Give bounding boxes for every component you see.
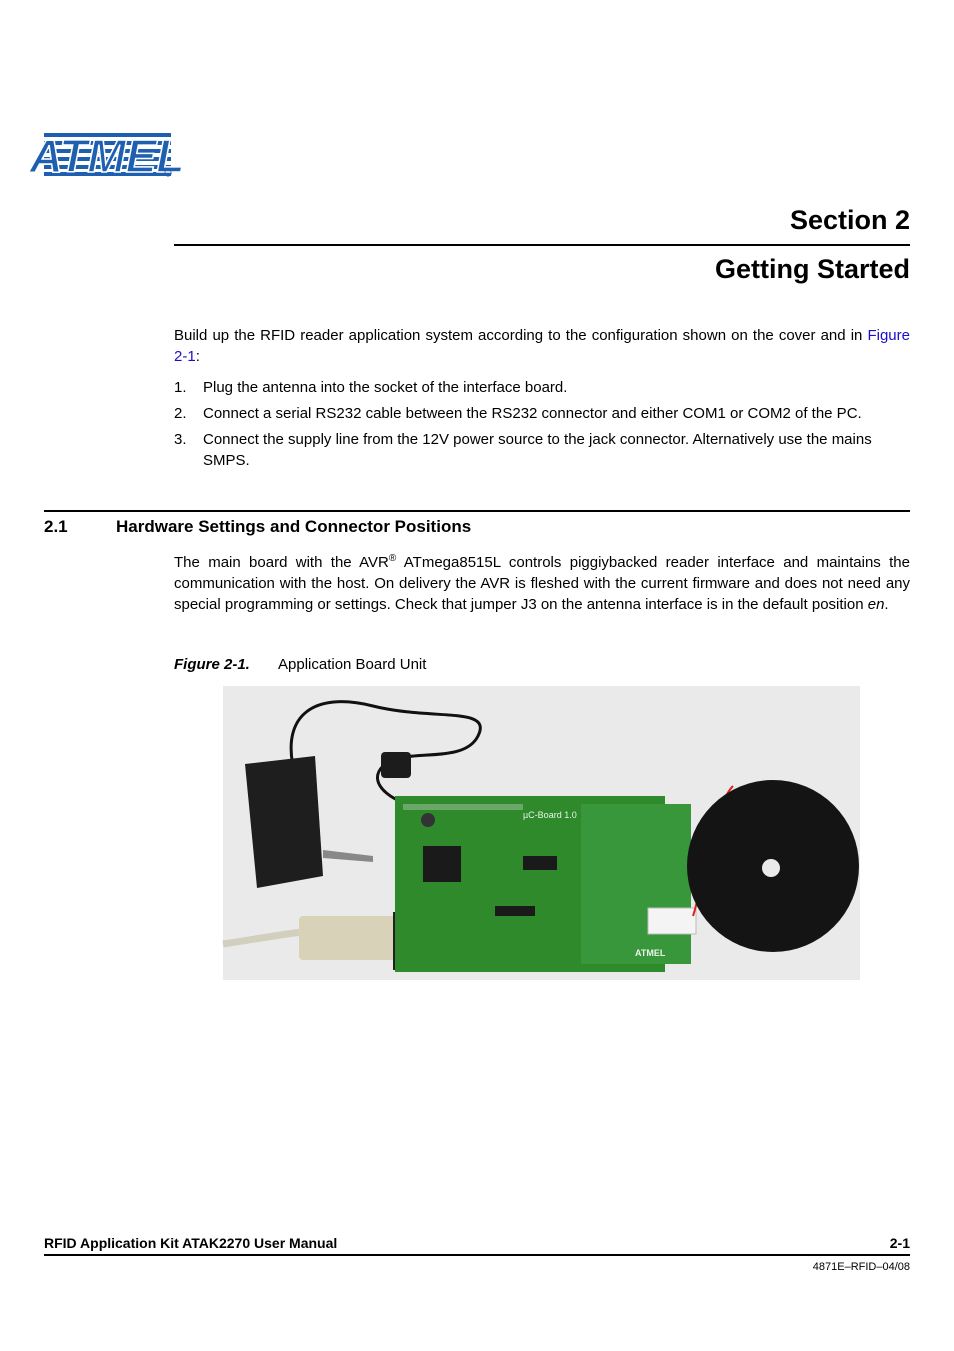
step-text: Connect the supply line from the 12V power source to the jack connector. Alternatively use the mains SMPS.: [203, 431, 872, 469]
microcontroller-chip: [423, 846, 461, 882]
body-text-cont: ATmega8515L controls piggiybacked reader interface and maintains the communication with the host. On delivery the AVR is fleshed with the current firmware and does not need any special programming or settings. Check that jumper J3 on the antenna interface is in the default position: [174, 554, 910, 613]
intro-text-end: :: [195, 348, 200, 365]
footer-rule: [44, 1254, 910, 1256]
figure-label: Figure 2-1.: [174, 656, 250, 673]
page-number: 2-1: [889, 1235, 910, 1251]
step-number: 2.: [174, 405, 187, 422]
application-board-photo: [223, 686, 860, 980]
db9-connector: [299, 916, 399, 960]
logo-text: ATMEL: [29, 130, 185, 182]
setup-steps-list: [174, 377, 910, 476]
capacitor: [421, 813, 435, 827]
subsection-rule: [44, 510, 910, 512]
ic-chip: [495, 906, 535, 916]
list-item: [174, 403, 910, 424]
ic-chip: [523, 856, 557, 870]
document-number: 4871E–RFID–04/08: [812, 1261, 910, 1273]
step-number: 3.: [174, 431, 187, 448]
section-title: Section 2: [789, 205, 910, 235]
subsection-number: 2.1: [44, 517, 68, 536]
italic-term: en: [867, 596, 885, 613]
body-text: The main board with the AVR: [174, 554, 389, 571]
ferrite-core: [381, 752, 411, 778]
intro-text: Build up the RFID reader application system according to the configuration shown on the cover and in: [174, 327, 868, 344]
atmel-logo: [29, 118, 185, 182]
interface-pcb: [581, 804, 691, 964]
list-item: [174, 377, 910, 398]
subsection-paragraph: [174, 552, 910, 615]
step-number: 1.: [174, 379, 187, 396]
antenna-connector: [648, 908, 696, 934]
body-text-end: .: [884, 596, 889, 613]
step-text: Connect a serial RS232 cable between the RS232 connector and either COM1 or COM2 of the PC.: [203, 405, 862, 422]
figure-caption: Application Board Unit: [278, 656, 427, 673]
intro-paragraph: [174, 325, 910, 367]
power-adapter: [245, 756, 323, 888]
header-rule: [174, 244, 910, 246]
board-brand: ATMEL: [635, 948, 666, 958]
figure-link[interactable]: Figure 2-1: [174, 327, 910, 365]
registered-mark: ®: [388, 553, 397, 564]
subsection-title: Hardware Settings and Connector Positions: [116, 517, 472, 536]
step-text: Plug the antenna into the socket of the interface board.: [203, 379, 568, 396]
footer-title: RFID Application Kit ATAK2270 User Manual: [44, 1235, 338, 1251]
list-item: [174, 429, 910, 471]
antenna-hole: [762, 859, 780, 877]
board-label: µC-Board 1.0: [523, 810, 577, 820]
chapter-title: Getting Started: [714, 254, 910, 284]
header-pins: [403, 804, 523, 810]
